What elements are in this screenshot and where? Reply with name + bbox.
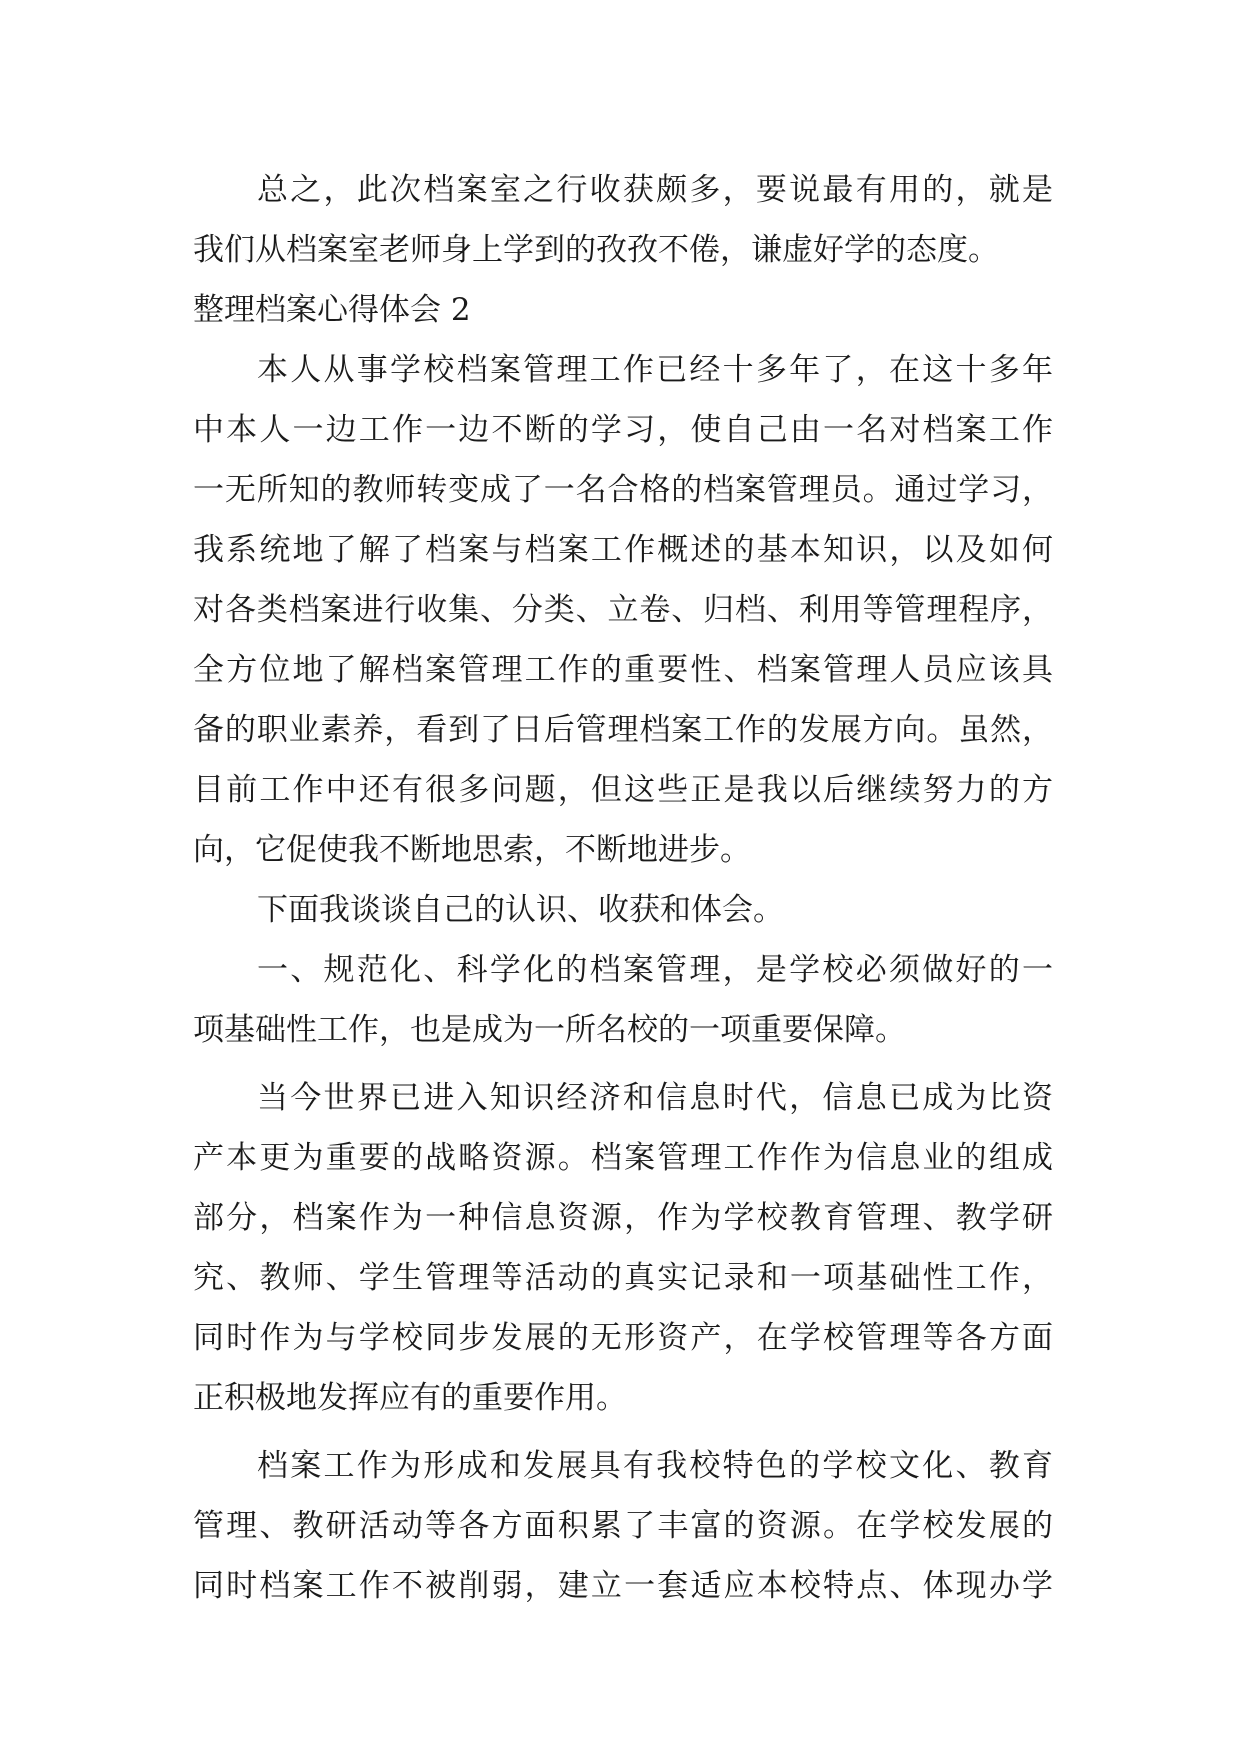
paragraph-4-line-2: 项基础性工作，也是成为一所名校的一项重要保障。	[193, 1012, 906, 1048]
paragraph-5-line-4: 究、教师、学生管理等活动的真实记录和一项基础性工作，	[193, 1260, 1053, 1296]
section-heading: 整理档案心得体会 2	[193, 292, 471, 328]
paragraph-5-line-5: 同时作为与学校同步发展的无形资产，在学校管理等各方面	[193, 1320, 1053, 1356]
paragraph-5-line-3: 部分，档案作为一种信息资源，作为学校教育管理、教学研	[193, 1200, 1053, 1236]
paragraph-3-line-1: 下面我谈谈自己的认识、收获和体会。	[257, 892, 784, 928]
paragraph-1-line-2: 我们从档案室老师身上学到的孜孜不倦，谦虚好学的态度。	[193, 232, 999, 268]
paragraph-2-line-6: 全方位地了解档案管理工作的重要性、档案管理人员应该具	[193, 652, 1053, 688]
paragraph-6-line-1: 档案工作为形成和发展具有我校特色的学校文化、教育	[257, 1448, 1053, 1484]
paragraph-2-line-8: 目前工作中还有很多问题，但这些正是我以后继续努力的方	[193, 772, 1053, 808]
document-body	[193, 160, 1053, 1616]
paragraph-2-line-7: 备的职业素养，看到了日后管理档案工作的发展方向。虽然，	[193, 712, 1053, 748]
paragraph-2-line-5: 对各类档案进行收集、分类、立卷、归档、利用等管理程序，	[193, 592, 1053, 628]
paragraph-5-line-6: 正积极地发挥应有的重要作用。	[193, 1380, 627, 1416]
paragraph-spacer	[193, 1060, 1053, 1068]
paragraph-2-line-4: 我系统地了解了档案与档案工作概述的基本知识，以及如何	[193, 532, 1053, 568]
paragraph-2-line-3: 一无所知的教师转变成了一名合格的档案管理员。通过学习，	[193, 472, 1053, 508]
paragraph-6-line-3: 同时档案工作不被削弱，建立一套适应本校特点、体现办学	[193, 1568, 1053, 1604]
paragraph-2-line-2: 中本人一边工作一边不断的学习，使自己由一名对档案工作	[193, 412, 1053, 448]
paragraph-1-line-1: 总之，此次档案室之行收获颇多，要说最有用的，就是	[257, 172, 1053, 208]
paragraph-spacer	[193, 1428, 1053, 1436]
paragraph-6-line-2: 管理、教研活动等各方面积累了丰富的资源。在学校发展的	[193, 1508, 1053, 1544]
paragraph-5-line-2: 产本更为重要的战略资源。档案管理工作作为信息业的组成	[193, 1140, 1053, 1176]
paragraph-2-line-9: 向，它促使我不断地思索，不断地进步。	[193, 832, 751, 868]
paragraph-4-line-1: 一、规范化、科学化的档案管理，是学校必须做好的一	[257, 952, 1053, 988]
paragraph-2-line-1: 本人从事学校档案管理工作已经十多年了，在这十多年	[257, 352, 1053, 388]
paragraph-5-line-1: 当今世界已进入知识经济和信息时代，信息已成为比资	[257, 1080, 1053, 1116]
